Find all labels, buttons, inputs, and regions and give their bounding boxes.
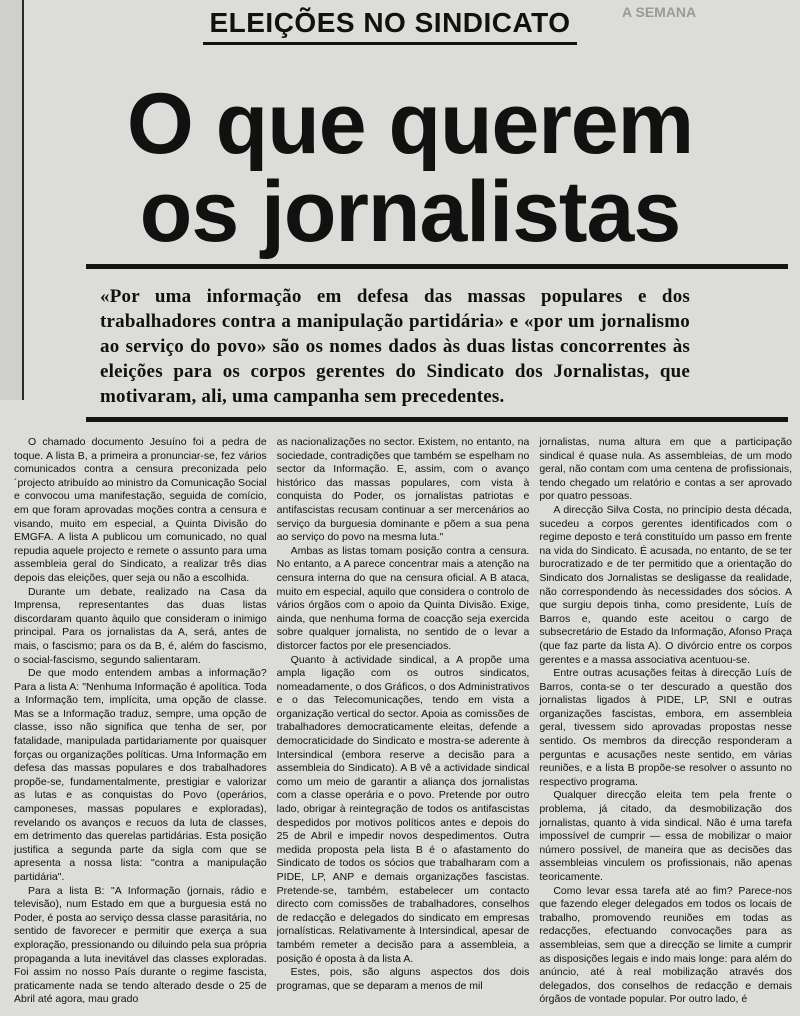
article-paragraph: Estes, pois, são alguns aspectos dos dois programas, que se deparam a menos de mil [276, 966, 530, 992]
article-column-1 [14, 436, 267, 1016]
article-paragraph: Para a lista B: "A Informação (jornais, rádio e televisão), num Estado em que a burguesia está no Poder, é posta ao serviço dessa classe parasitária, no sentido de favorecer e permitir que exerça a sua exploração, pressionando ou diluindo pela sua própria propaganda a luta inevitável das classes exploradas. Foi assim no nosso País durante o regime fascista, praticamente nada se tendo alterado desde o 25 de Abril até agora, mau grado [14, 884, 267, 1006]
article-column-2 [277, 436, 530, 1016]
article-paragraph: O chamado documento Jesuíno foi a pedra de toque. A lista B, a primeira a pronunciar-se, fez vários comunicados contra a censura preconizada pelo ´projecto atribuído ao ministro da Comunicação Social e convocou uma manifestação, seguida de comício, em que foram aprovadas moções contra a censura e visando, muito em especial, a Quinta Divisão do EMGFA. A lista A publicou um comunicado, no qual repudia aquele projecto e remete o assunto para uma assembleia geral do Sindicato, a realizar três dias depois das eleições, quer seja ou não a escolhida. [14, 436, 267, 584]
article-paragraph: De que modo entendem ambas a informação? Para a lista A: "Nenhuma Informação é apolítica. Toda a Informação tem, implícita, uma opção de classe. Mas se a Informação traduz, sempre, uma opção de classe, isso não significa que tenha de ser, por fatalidade, manipulada partidariamente por quaisquer forças ou organizações políticas. Uma Informação em defesa das massas populares e dos trabalhadores propõe-se, fundamentalmente, prestigiar e valorizar as lutas e as conquistas do Povo (operários, camponeses, massas populares e exploradas), revelando os avanços e recuos da luta de classes, em detrimento das querelas partidárias. Esta posição justifica a segunda parte da sigla com que se apresenta a nossa lista: "contra a manipulação partidária". [14, 667, 267, 883]
article-paragraph: as nacionalizações no sector. Existem, no entanto, na sociedade, contradições que também se espelham no sector da Informação. E, assim, com o avanço histórico das massas populares, com vista à conquista do Poder, os jornalistas patriotas e antifascistas recusam continuar a ser mercenários ao serviço da burguesia dominante e põem a sua pena ao serviço do povo na mesma luta." [276, 436, 530, 544]
lead-paragraph: «Por uma informação em defesa das massas populares e dos trabalhadores contra a manipulação partidária» e «por um jornalismo ao serviço do povo» são os nomes dados às duas listas concorrentes às eleições para os corpos gerentes do Sindicato dos Jornalistas, que motivaram, ali, uma campanha sem precedentes. [100, 286, 690, 407]
article-paragraph: Entre outras acusações feitas à direcção Luís de Barros, conta-se o ter descurado a questão dos jornalistas ligados à PIDE, LP, SNI e outras organizações fascistas, embora, em assembleia geral, tivessem sido aprovadas propostas nesse sentido. Os membros da direcção responderam a perguntas e acusações neste sentido, em várias reuniões, e a lista B propõe-se resolver o assunto no respectivo programa. [539, 667, 792, 788]
section-kicker: ELEIÇÕES NO SINDICATO [203, 6, 576, 45]
article-paragraph: A direcção Silva Costa, no princípio desta década, sucedeu a corpos gerentes identificados com o regime deposto e terá constituído um passo em frente na vida do Sindicato. É acusada, no entanto, de se ter burocratizado e de ter permitido que a orientação do Sindicato dos Jornalistas se desligasse da realidade, não correspondendo às necessidades dos sócios. A que surgiu depois tinha, como presidente, Luís de Barros e, quando este aceitou o cargo de subsecretário de Estado da Informação, Afonso Praça (que faz parte da lista A). O divórcio entre os corpos gerentes e a massa associativa acentuou-se. [539, 503, 792, 666]
article-paragraph: jornalistas, numa altura em que a participação sindical é quase nula. As assembleias, de um modo geral, não contam com uma centena de profissionais, tendo chegado um relatório e contas a ser aprovado por quatro pessoas. [539, 436, 792, 503]
headline-line-1: O que querem [126, 76, 694, 172]
article-column-3 [539, 436, 792, 1016]
article-paragraph: Ambas as listas tomam posição contra a censura. No entanto, a A parece concentrar mais a atenção na censura interna do que na censura oficial. A B ataca, muito em especial, aquilo que considera o controlo de vários órgãos com o apoio da Quinta Divisão. Exige, ainda, que nenhuma forma de coacção seja exercida sobre qualquer jornalista, no sentido de o levar a distorcer factos por ele presenciados. [276, 544, 530, 652]
article-paragraph: Durante um debate, realizado na Casa da Imprensa, representantes das duas listas discordaram quanto àquilo que consideram o inimigo principal. Para os jornalistas da A, será, antes de mais, o fascismo; para os da B, é, além do fascismo, o social-fascismo, segundo salientaram. [14, 585, 267, 666]
adjacent-column-strip [0, 0, 24, 400]
article-paragraph: Quanto à actividade sindical, a A propõe uma ampla ligação com os outros sindicatos, nomeadamente, o dos Gráficos, o dos Administrativos e o das Telecomunicações, tendo em vista a organização vertical do sector. Apoia as comissões de trabalhadores democraticamente eleitas, defende a democraticidade do Sindicato e mostra-se aderente à Intersindical (embora reserve a decisão para a assembleia do Sindicato). A B vê a actividade sindical como um meio de garantir a aliança dos jornalistas com a classe operária e o povo. Pretende por outro lado, obrigar à reintegração de todos os antifascistas despedidos por motivos políticos antes e depois do 25 de Abril e impedir novos despedimentos. Outra medida proposta pela lista B é o afastamento do Sindicato de todos os sócios que trabalharam com a PIDE, LP, ANP e demais organizações fascistas. Pretende-se, também, estabelecer um contacto directo com comissões de trabalhadores, conselhos de redacção e delegados do sindicato em empresas jornalísticas. Relativamente à Intersindical, apesar de também remeter a decisão para a assembleia, a posição é oposta à da lista A. [276, 653, 530, 965]
article-paragraph: Como levar essa tarefa até ao fim? Parece-nos que fazendo eleger delegados em todos os locais de trabalho, promovendo reuniões em todas as redacções, efectuando convocações para as assembleias, sem que a direcção se limite a cumprir as disposições legais e indo mais longe: para além do anúncio, até à real mobilização através dos delegados, dos conselhos de redacção e demais órgãos de vontade popular. Por outro lado, é [539, 884, 792, 1006]
headline-line-2: os jornalistas [139, 164, 681, 260]
headline [90, 76, 730, 260]
article-paragraph: Qualquer direcção eleita tem pela frente o problema, já citado, da desmobilização dos jornalistas, quanto à vida sindical. Não é uma tarefa impossível de cumprir — essa de mobilizar o maior número possível, de maneira que as decisões das assembleias vinculem os profissionais, não apenas teoricamente. [539, 789, 792, 883]
kicker-container [180, 6, 600, 45]
background-fragment: A SEMANA [622, 6, 697, 20]
article-columns [14, 436, 792, 1016]
